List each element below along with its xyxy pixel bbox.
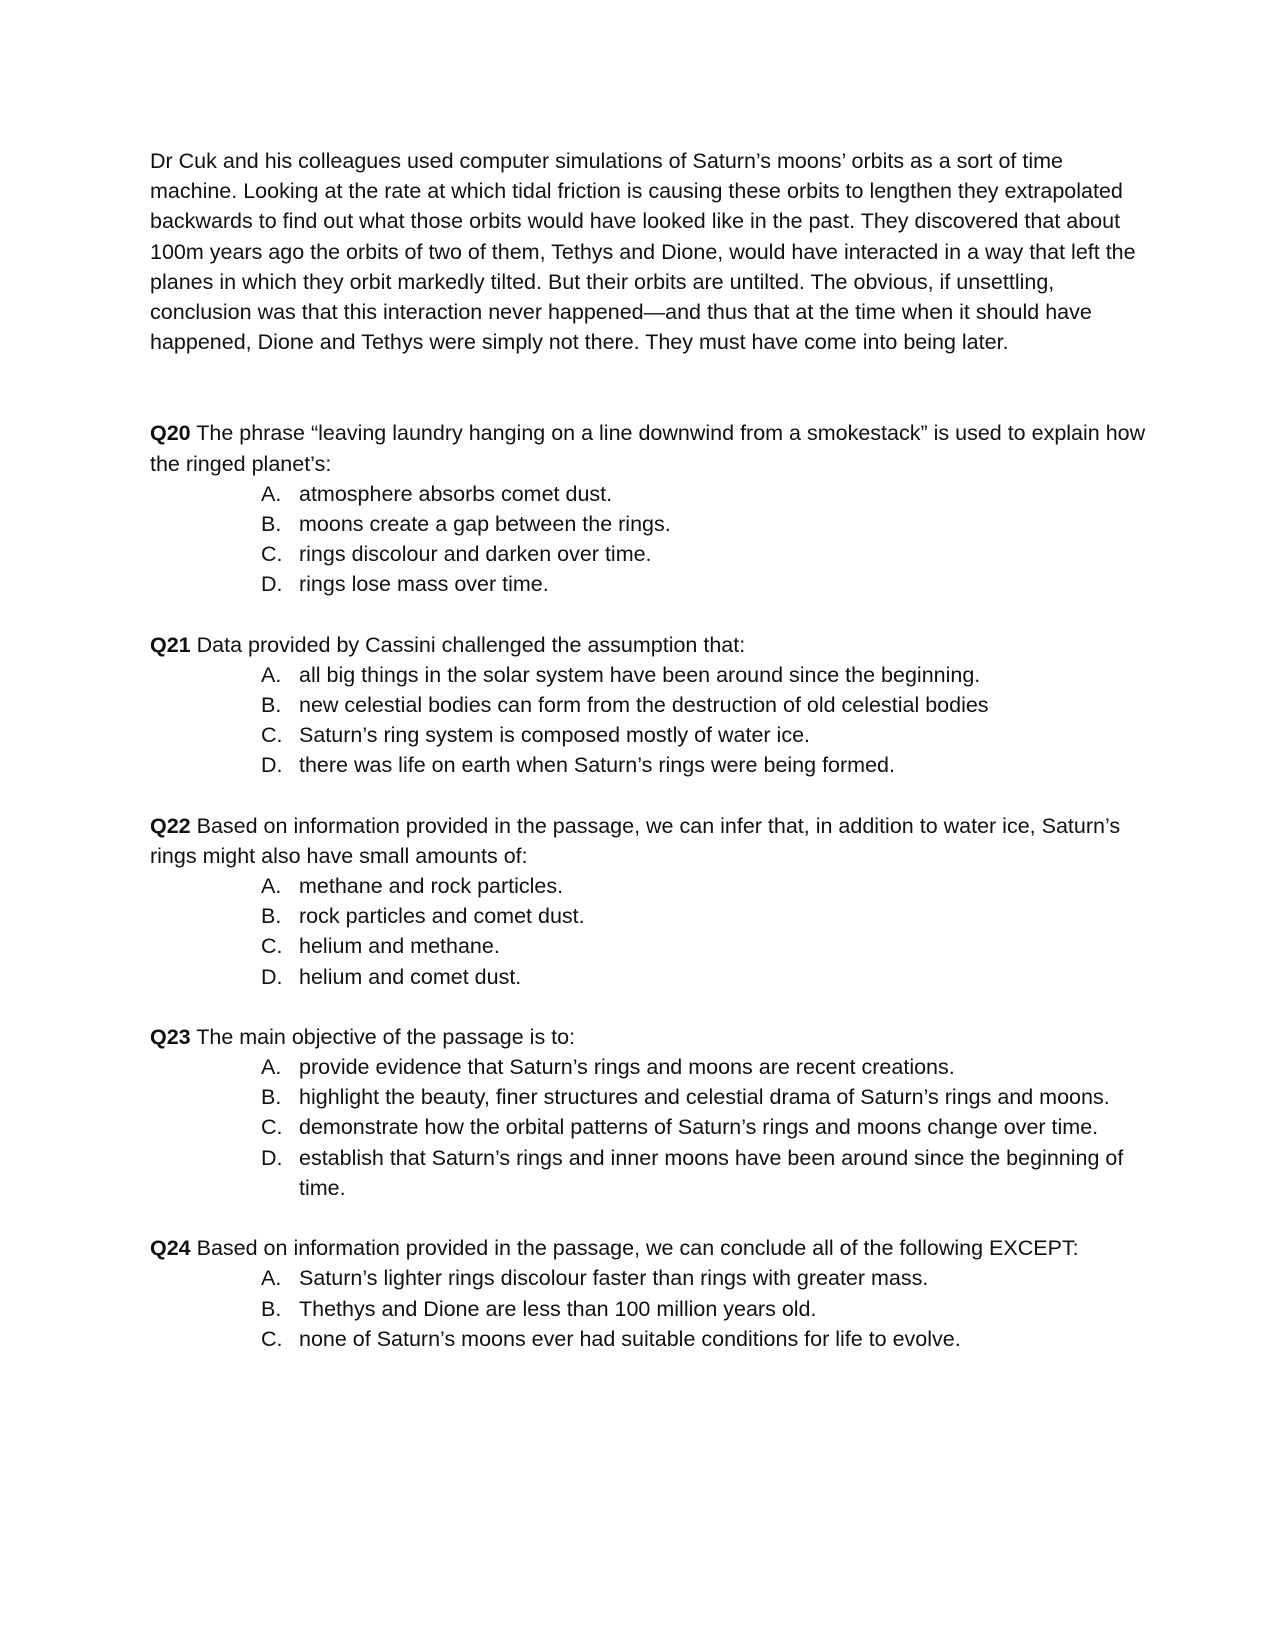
option-letter: D. [261, 1145, 283, 1170]
option-b [261, 1294, 1150, 1324]
question-q20 [150, 418, 1150, 599]
question-number: Q21 [150, 632, 191, 657]
option-letter: C. [261, 723, 283, 748]
option-a [261, 1052, 1150, 1082]
option-text: helium and methane. [299, 934, 500, 959]
option-letter: B. [261, 693, 282, 718]
question-stem [150, 811, 1150, 871]
option-letter: A. [261, 1055, 282, 1080]
question-q23 [150, 1022, 1150, 1203]
question-number: Q22 [150, 813, 191, 838]
option-text: atmosphere absorbs comet dust. [299, 481, 613, 506]
option-letter: A. [261, 481, 282, 506]
option-text: rings lose mass over time. [299, 572, 549, 597]
question-q24 [150, 1233, 1150, 1354]
option-letter: D. [261, 964, 283, 989]
option-d [261, 962, 1150, 992]
option-a [261, 660, 1150, 690]
question-stem [150, 630, 1150, 660]
option-letter: C. [261, 1115, 283, 1140]
option-letter: C. [261, 1326, 283, 1351]
option-b [261, 690, 1150, 720]
option-text: new celestial bodies can form from the destruction of old celestial bodies [299, 693, 989, 718]
question-stem [150, 1022, 1150, 1052]
option-text: provide evidence that Saturn’s rings and moons are recent creations. [299, 1055, 955, 1080]
document-page [150, 146, 1150, 1354]
question-text: Based on information provided in the passage, we can conclude all of the following EXCEPT: [196, 1236, 1079, 1261]
option-d [261, 1143, 1150, 1203]
option-list [150, 1052, 1150, 1203]
option-b [261, 509, 1150, 539]
option-letter: A. [261, 1266, 282, 1291]
option-letter: A. [261, 874, 282, 899]
question-text: Data provided by Cassini challenged the assumption that: [196, 632, 746, 657]
option-b [261, 1082, 1150, 1112]
option-text: Saturn’s ring system is composed mostly of water ice. [299, 723, 811, 748]
option-text: Thethys and Dione are less than 100 million years old. [299, 1296, 817, 1321]
question-text: Based on information provided in the passage, we can infer that, in addition to water ice, Saturn’s rings might also have small amounts of: [150, 813, 1121, 868]
option-c [261, 1324, 1150, 1354]
option-list [150, 1263, 1150, 1354]
option-list [150, 871, 1150, 992]
option-text: rings discolour and darken over time. [299, 542, 652, 567]
option-text: highlight the beauty, finer structures and celestial drama of Saturn’s rings and moons. [299, 1085, 1110, 1110]
option-text: demonstrate how the orbital patterns of Saturn’s rings and moons change over time. [299, 1115, 1099, 1140]
option-d [261, 750, 1150, 780]
question-number: Q20 [150, 421, 191, 446]
question-text: The phrase “leaving laundry hanging on a line downwind from a smokestack” is used to explain how the ringed planet’s: [150, 421, 1146, 476]
option-c [261, 720, 1150, 750]
option-c [261, 539, 1150, 569]
option-letter: B. [261, 1296, 282, 1321]
passage-paragraph: Dr Cuk and his colleagues used computer simulations of Saturn’s moons’ orbits as a sort of time machine. Looking at the rate at which tidal friction is causing these orbits to lengthen they extrapolated backwards to find out what those orbits would have looked like in the past. They discovered that about 100m years ago the orbits of two of them, Tethys and Dione, would have interacted in a way that left the planes in which they orbit markedly tilted. But their orbits are untilted. The obvious, if unsettling, conclusion was that this interaction never happened—and thus that at the time when it should have happened, Dione and Tethys were simply not there. They must have come into being later. [150, 149, 1136, 355]
option-list [150, 479, 1150, 600]
option-letter: C. [261, 542, 283, 567]
option-a [261, 479, 1150, 509]
option-letter: C. [261, 934, 283, 959]
option-text: rock particles and comet dust. [299, 904, 585, 929]
option-text: helium and comet dust. [299, 964, 522, 989]
option-text: Saturn’s lighter rings discolour faster than rings with greater mass. [299, 1266, 929, 1291]
option-text: establish that Saturn’s rings and inner moons have been around since the beginning of time. [299, 1145, 1124, 1200]
option-text: all big things in the solar system have been around since the beginning. [299, 662, 981, 687]
option-d [261, 569, 1150, 599]
option-list [150, 660, 1150, 781]
option-letter: D. [261, 572, 283, 597]
option-letter: A. [261, 662, 282, 687]
option-a [261, 871, 1150, 901]
option-letter: B. [261, 1085, 282, 1110]
option-text: none of Saturn’s moons ever had suitable conditions for life to evolve. [299, 1326, 961, 1351]
question-number: Q24 [150, 1236, 191, 1261]
option-b [261, 901, 1150, 931]
option-text: methane and rock particles. [299, 874, 564, 899]
option-c [261, 1112, 1150, 1142]
option-text: moons create a gap between the rings. [299, 512, 671, 537]
option-text: there was life on earth when Saturn’s rings were being formed. [299, 753, 895, 778]
question-text: The main objective of the passage is to: [196, 1024, 576, 1049]
question-stem [150, 1233, 1150, 1263]
question-q22 [150, 811, 1150, 992]
question-number: Q23 [150, 1024, 191, 1049]
option-a [261, 1263, 1150, 1293]
option-letter: D. [261, 753, 283, 778]
option-letter: B. [261, 512, 282, 537]
option-c [261, 931, 1150, 961]
option-letter: B. [261, 904, 282, 929]
question-q21 [150, 630, 1150, 781]
question-stem [150, 418, 1150, 478]
